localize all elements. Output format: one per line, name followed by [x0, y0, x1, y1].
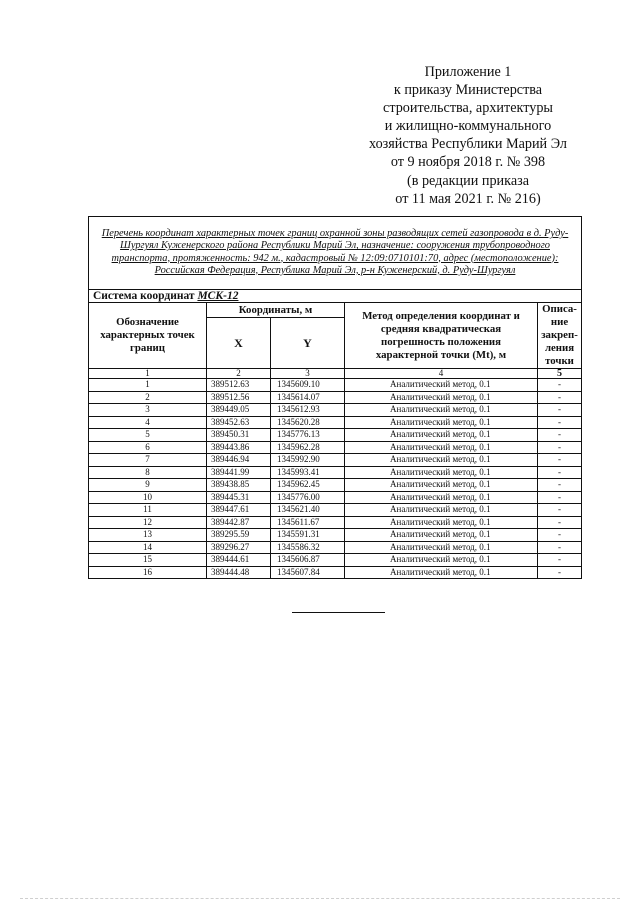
- appendix-line: хозяйства Республики Марий Эл: [369, 136, 567, 153]
- x-coordinate-cell: 389512.63: [207, 379, 271, 392]
- description-cell: -: [538, 454, 582, 467]
- description-cell: -: [538, 429, 582, 442]
- y-coordinate-cell: 1345607.84: [271, 566, 345, 579]
- table-row: [89, 479, 582, 492]
- point-number-cell: 10: [89, 491, 207, 504]
- point-number-cell: 11: [89, 504, 207, 517]
- y-coordinate-cell: 1345614.07: [271, 391, 345, 404]
- x-coordinate-cell: 389452.63: [207, 416, 271, 429]
- x-coordinate-cell: 389447.61: [207, 504, 271, 517]
- point-number-cell: 4: [89, 416, 207, 429]
- y-coordinate-cell: 1345611.67: [271, 516, 345, 529]
- header-description: Описа-ние закреп-ления точки: [538, 303, 582, 369]
- table-row: [89, 404, 582, 417]
- table-row: [89, 566, 582, 579]
- point-number-cell: 8: [89, 466, 207, 479]
- appendix-line: Приложение 1: [424, 64, 512, 80]
- method-cell: Аналитический метод, 0.1: [345, 479, 538, 492]
- x-coordinate-cell: 389446.94: [207, 454, 271, 467]
- method-cell: Аналитический метод, 0.1: [345, 416, 538, 429]
- description-cell: -: [538, 529, 582, 542]
- y-coordinate-cell: 1345612.93: [271, 404, 345, 417]
- method-cell: Аналитический метод, 0.1: [345, 429, 538, 442]
- point-number-cell: 5: [89, 429, 207, 442]
- appendix-line: и жилищно-коммунального: [384, 118, 552, 135]
- description-cell: -: [538, 516, 582, 529]
- x-coordinate-cell: 389445.31: [207, 491, 271, 504]
- table-row: [89, 429, 582, 442]
- appendix-line: (в редакции приказа: [406, 172, 530, 189]
- description-cell: -: [538, 416, 582, 429]
- description-cell: -: [538, 391, 582, 404]
- scan-edge-marks: [20, 898, 620, 899]
- y-coordinate-cell: 1345776.13: [271, 429, 345, 442]
- table-row: [89, 441, 582, 454]
- y-coordinate-cell: 1345591.31: [271, 529, 345, 542]
- header-designation: Обозначение характерных точек границ: [89, 303, 207, 369]
- method-cell: Аналитический метод, 0.1: [345, 391, 538, 404]
- description-cell: -: [538, 379, 582, 392]
- appendix-line: от 9 ноября 2018 г. № 398: [390, 154, 546, 171]
- table-caption: Перечень координат характерных точек границ охранной зоны разводящих сетей газопровода в д. Руду-Шургуял Куженерского района Республики Марий Эл, назначение: сооружения трубопроводного транспорта, протяженность: 942 м., кадастровый № 12:09:0710101:70, адрес (местоположение): Российская Федерация, Республика Марий Эл, р-н Куженерский, д. Руду-Шургуял: [89, 217, 582, 290]
- appendix-line: строительства, архитектуры: [383, 100, 553, 117]
- point-number-cell: 6: [89, 441, 207, 454]
- point-number-cell: 14: [89, 541, 207, 554]
- method-cell: Аналитический метод, 0.1: [345, 404, 538, 417]
- y-coordinate-cell: 1345606.87: [271, 554, 345, 567]
- method-cell: Аналитический метод, 0.1: [345, 379, 538, 392]
- x-coordinate-cell: 389449.05: [207, 404, 271, 417]
- header-y: Y: [271, 318, 345, 369]
- table-row: [89, 466, 582, 479]
- description-cell: -: [538, 441, 582, 454]
- method-cell: Аналитический метод, 0.1: [345, 491, 538, 504]
- y-coordinate-cell: 1345992.90: [271, 454, 345, 467]
- x-coordinate-cell: 389450.31: [207, 429, 271, 442]
- point-number-cell: 9: [89, 479, 207, 492]
- table-row: [89, 391, 582, 404]
- method-cell: Аналитический метод, 0.1: [345, 441, 538, 454]
- column-number-row: [89, 369, 582, 379]
- method-cell: Аналитический метод, 0.1: [345, 566, 538, 579]
- table-row: [89, 416, 582, 429]
- appendix-header: [330, 63, 606, 208]
- table-row: [89, 504, 582, 517]
- description-cell: -: [538, 466, 582, 479]
- column-number: 5: [538, 369, 582, 379]
- description-cell: -: [538, 566, 582, 579]
- table-row: [89, 529, 582, 542]
- coord-system-label: Система координат: [93, 290, 195, 302]
- y-coordinate-cell: 1345962.28: [271, 441, 345, 454]
- point-number-cell: 3: [89, 404, 207, 417]
- y-coordinate-cell: 1345586.32: [271, 541, 345, 554]
- point-number-cell: 12: [89, 516, 207, 529]
- header-method: Метод определения координат и средняя квадратическая погрешность положения характерной точки (Mt), м: [345, 303, 538, 369]
- coordinates-table: [88, 216, 582, 579]
- description-cell: -: [538, 554, 582, 567]
- point-number-cell: 7: [89, 454, 207, 467]
- column-number: 2: [207, 369, 271, 379]
- description-cell: -: [538, 479, 582, 492]
- method-cell: Аналитический метод, 0.1: [345, 554, 538, 567]
- header-coordinates: Координаты, м: [207, 303, 345, 318]
- method-cell: Аналитический метод, 0.1: [345, 541, 538, 554]
- table-row: [89, 491, 582, 504]
- method-cell: Аналитический метод, 0.1: [345, 529, 538, 542]
- point-number-cell: 13: [89, 529, 207, 542]
- description-cell: -: [538, 504, 582, 517]
- point-number-cell: 15: [89, 554, 207, 567]
- description-cell: -: [538, 491, 582, 504]
- table-row: [89, 516, 582, 529]
- point-number-cell: 16: [89, 566, 207, 579]
- x-coordinate-cell: 389512.56: [207, 391, 271, 404]
- signature-line: [292, 612, 385, 613]
- point-number-cell: 1: [89, 379, 207, 392]
- y-coordinate-cell: 1345962.45: [271, 479, 345, 492]
- y-coordinate-cell: 1345609.10: [271, 379, 345, 392]
- x-coordinate-cell: 389296.27: [207, 541, 271, 554]
- header-x: X: [207, 318, 271, 369]
- x-coordinate-cell: 389443.86: [207, 441, 271, 454]
- x-coordinate-cell: 389444.61: [207, 554, 271, 567]
- appendix-line: от 11 мая 2021 г. № 216): [395, 190, 541, 207]
- x-coordinate-cell: 389441.99: [207, 466, 271, 479]
- column-number: 4: [345, 369, 538, 379]
- x-coordinate-cell: 389295.59: [207, 529, 271, 542]
- description-cell: -: [538, 404, 582, 417]
- column-number: 3: [271, 369, 345, 379]
- x-coordinate-cell: 389442.87: [207, 516, 271, 529]
- method-cell: Аналитический метод, 0.1: [345, 466, 538, 479]
- coord-system-value: МСК-12: [197, 290, 239, 302]
- method-cell: Аналитический метод, 0.1: [345, 516, 538, 529]
- appendix-line: к приказу Министерства: [393, 82, 543, 99]
- column-number: 1: [89, 369, 207, 379]
- coord-system-row: [89, 290, 582, 303]
- y-coordinate-cell: 1345776.00: [271, 491, 345, 504]
- method-cell: Аналитический метод, 0.1: [345, 504, 538, 517]
- table-row: [89, 454, 582, 467]
- x-coordinate-cell: 389438.85: [207, 479, 271, 492]
- point-number-cell: 2: [89, 391, 207, 404]
- description-cell: -: [538, 541, 582, 554]
- y-coordinate-cell: 1345621.40: [271, 504, 345, 517]
- table-row: [89, 541, 582, 554]
- x-coordinate-cell: 389444.48: [207, 566, 271, 579]
- y-coordinate-cell: 1345620.28: [271, 416, 345, 429]
- y-coordinate-cell: 1345993.41: [271, 466, 345, 479]
- table-row: [89, 379, 582, 392]
- method-cell: Аналитический метод, 0.1: [345, 454, 538, 467]
- table-row: [89, 554, 582, 567]
